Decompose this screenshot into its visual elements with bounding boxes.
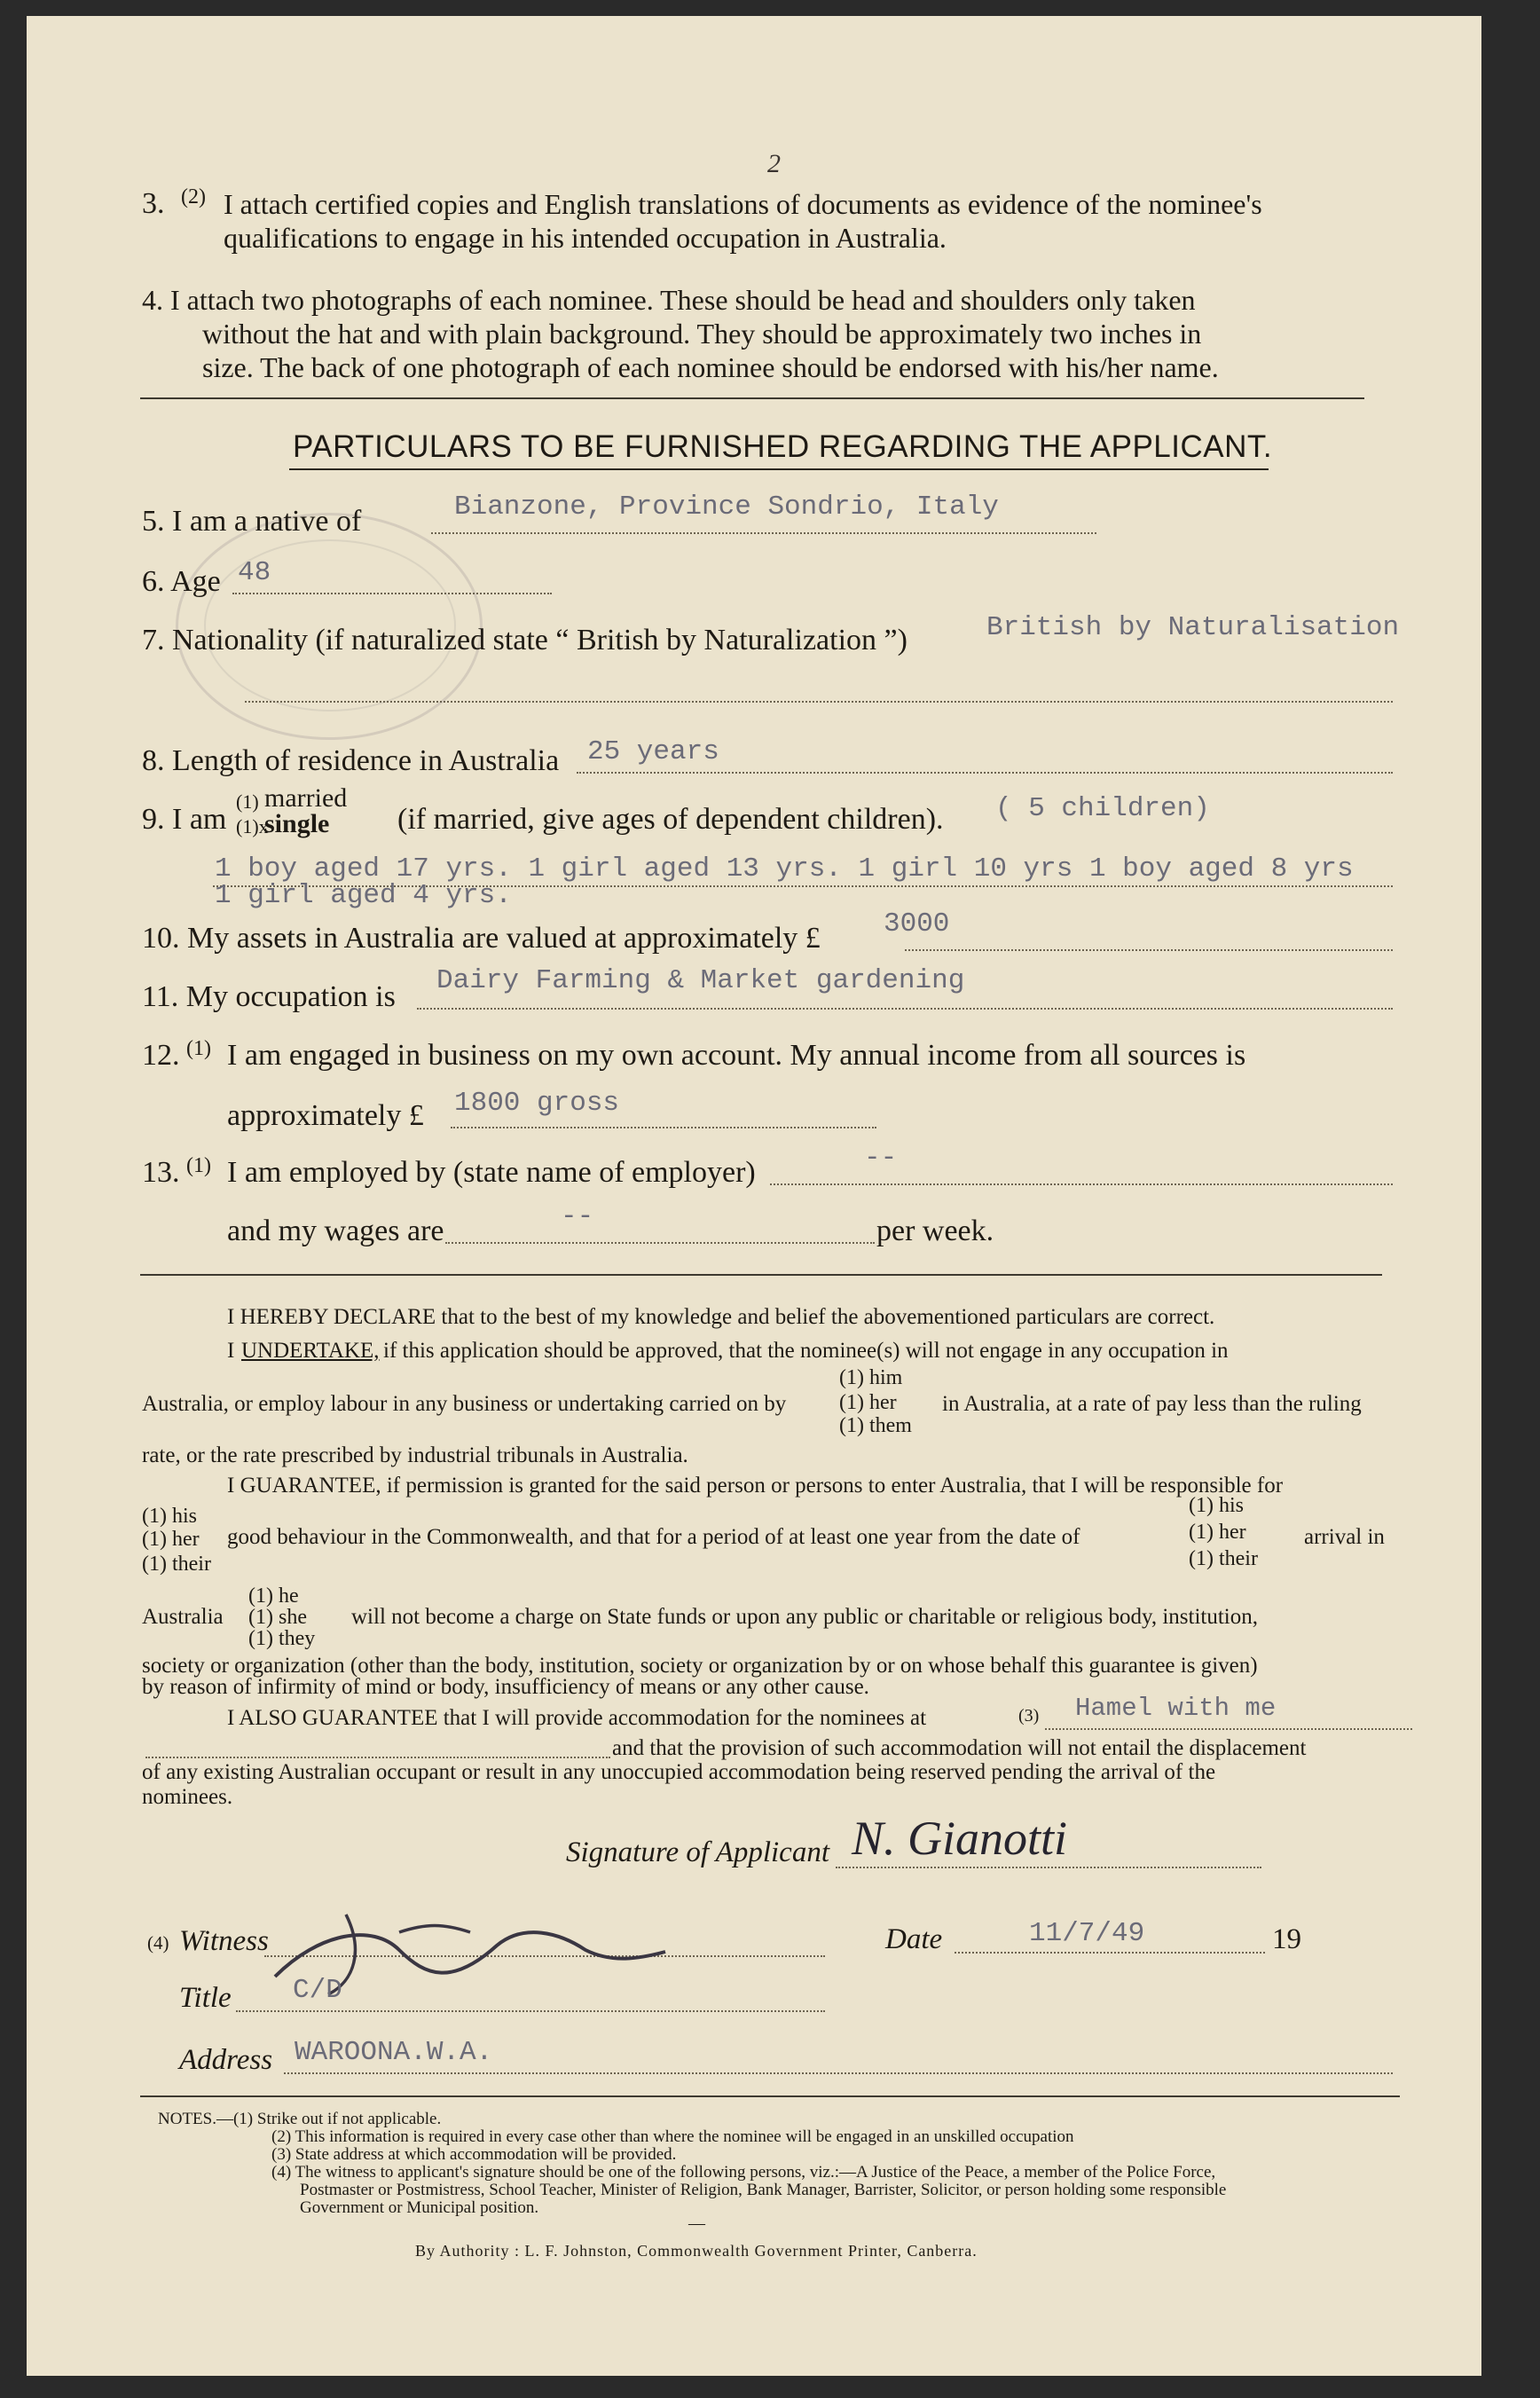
good-behaviour-line: good behaviour in the Commonwealth, and that for a period of at least one year from the date of bbox=[227, 1525, 1080, 1549]
q13-note: (1) bbox=[186, 1154, 211, 1177]
item3-line2: qualifications to engage in his intended occupation in Australia. bbox=[224, 222, 947, 254]
note-3: (3) State address at which accommodation will be provided. bbox=[271, 2145, 677, 2164]
q7-value: British by Naturalisation bbox=[986, 612, 1400, 643]
date-value: 11/7/49 bbox=[1029, 1918, 1145, 1949]
also-guarantee-label: I ALSO GUARANTEE that I will provide accommodation for the nominees at bbox=[227, 1706, 927, 1730]
declare-line: I HEREBY DECLARE that to the best of my knowledge and belief the abovementioned particulars are correct. bbox=[227, 1305, 1215, 1329]
also-guarantee-note: (3) bbox=[1018, 1706, 1040, 1726]
q8-line bbox=[577, 772, 1393, 774]
q6-label: 6. Age bbox=[142, 565, 221, 598]
q9-children-line2: 1 girl aged 4 yrs. bbox=[215, 880, 512, 911]
signature-label: Signature of Applicant bbox=[566, 1836, 829, 1868]
infirmity-line: by reason of infirmity of mind or body, insufficiency of means or any other cause. bbox=[142, 1675, 869, 1699]
pronoun-his-right: (1) his bbox=[1189, 1494, 1244, 1517]
q13-number: 13. bbox=[142, 1156, 180, 1189]
q9-note-single: (1)x bbox=[236, 815, 269, 837]
item4-line1: 4. I attach two photographs of each nominee. These should be head and shoulders only taken bbox=[142, 284, 1196, 316]
form-page bbox=[27, 16, 1481, 2376]
australia-post: in Australia, at a rate of pay less than the ruling bbox=[942, 1392, 1362, 1416]
item3-line1: I attach certified copies and English translations of documents as evidence of the nominee's bbox=[224, 188, 1262, 220]
title-value: C/D bbox=[293, 1975, 342, 2006]
undertake-pre: I bbox=[227, 1339, 235, 1363]
q6-value: 48 bbox=[238, 557, 271, 588]
pronoun-he: (1) he bbox=[248, 1584, 299, 1608]
heading-underline bbox=[289, 468, 1269, 470]
q12-value: 1800 gross bbox=[454, 1088, 620, 1119]
q7-label: 7. Nationality (if naturalized state “ British by Naturalization ”) bbox=[142, 624, 908, 657]
date-label: Date bbox=[885, 1923, 943, 1955]
title-line bbox=[236, 2010, 825, 2012]
q11-line bbox=[417, 1008, 1393, 1010]
item4-line3: size. The back of one photograph of each nominee should be endorsed with his/her name. bbox=[202, 351, 1219, 383]
pronoun-she: (1) she bbox=[248, 1606, 307, 1629]
q11-label: 11. My occupation is bbox=[142, 980, 396, 1013]
date-year-prefix: 19 bbox=[1272, 1923, 1301, 1955]
signature-value: N. Gianotti bbox=[852, 1812, 1068, 1865]
q11-value: Dairy Farming & Market gardening bbox=[436, 965, 965, 996]
pronoun-their-left: (1) their bbox=[142, 1553, 211, 1576]
q5-value: Bianzone, Province Sondrio, Italy bbox=[454, 491, 999, 523]
pronoun-her: (1) her bbox=[839, 1391, 897, 1414]
q9-label-post: (if married, give ages of dependent children). bbox=[397, 803, 944, 836]
item3-number: 3. bbox=[142, 187, 165, 220]
pronoun-him: (1) him bbox=[839, 1366, 903, 1389]
page-number: 2 bbox=[767, 149, 781, 178]
q12-number: 12. bbox=[142, 1039, 180, 1072]
pronoun-them: (1) them bbox=[839, 1414, 912, 1437]
declaration-divider bbox=[140, 1274, 1382, 1276]
guarantee-line: I GUARANTEE, if permission is granted for the said person or persons to enter Australia, that I will be responsible for bbox=[227, 1474, 1284, 1498]
q10-line bbox=[905, 949, 1393, 951]
society-line: society or organization (other than the body, institution, society or organization by or on whose behalf this guarantee is given) bbox=[142, 1654, 1258, 1678]
arrival-in: arrival in bbox=[1304, 1525, 1385, 1549]
note-4a: (4) The witness to applicant's signature should be one of the following persons, viz.:—A Justice of the Peace, a member of the Police Force, bbox=[271, 2163, 1216, 2182]
printer-line: By Authority : L. F. Johnston, Commonwealth Government Printer, Canberra. bbox=[415, 2242, 978, 2260]
section-heading: PARTICULARS TO BE FURNISHED REGARDING THE APPLICANT. bbox=[293, 429, 1273, 464]
pronoun-they: (1) they bbox=[248, 1627, 316, 1650]
q12-label: I am engaged in business on my own account. My annual income from all sources is bbox=[227, 1039, 1246, 1072]
accommodation-line bbox=[1045, 1728, 1412, 1730]
q5-label: 5. I am a native of bbox=[142, 505, 362, 538]
rate-line: rate, or the rate prescribed by industrial tribunals in Australia. bbox=[142, 1443, 688, 1467]
q9-married: married bbox=[264, 783, 348, 813]
q13-employer-line bbox=[770, 1183, 1393, 1185]
q8-value: 25 years bbox=[587, 736, 719, 767]
q12-line bbox=[451, 1127, 876, 1128]
q12-approx-label: approximately £ bbox=[227, 1099, 424, 1132]
address-label: Address bbox=[179, 2044, 273, 2076]
q9-children-count: ( 5 children) bbox=[995, 793, 1210, 824]
notes-divider bbox=[140, 2095, 1400, 2097]
australia-pre: Australia, or employ labour in any business or undertaking carried on by bbox=[142, 1392, 787, 1416]
q5-line bbox=[431, 532, 1096, 534]
witness-label: Witness bbox=[179, 1925, 269, 1957]
pronoun-her-left: (1) her bbox=[142, 1528, 200, 1551]
australia-word: Australia bbox=[142, 1605, 224, 1629]
note-4b: Postmaster or Postmistress, School Teacher, Minister of Religion, Bank Manager, Barrister, Solicitor, or person holding some responsible bbox=[300, 2181, 1227, 2199]
charge-line: will not become a charge on State funds or upon any public or charitable or religious body, institution, bbox=[351, 1605, 1258, 1629]
q9-single: single bbox=[264, 809, 330, 838]
q13-label: I am employed by (state name of employer) bbox=[227, 1156, 756, 1189]
q10-label: 10. My assets in Australia are valued at approximately £ bbox=[142, 922, 821, 955]
pronoun-her-right: (1) her bbox=[1189, 1521, 1246, 1544]
q9-label-pre: 9. I am bbox=[142, 803, 227, 836]
date-line bbox=[955, 1952, 1265, 1954]
q13-wages: -- bbox=[561, 1201, 594, 1232]
pronoun-his-left: (1) his bbox=[142, 1505, 197, 1528]
q9-note-married: (1) bbox=[236, 790, 259, 813]
q7-line2 bbox=[245, 701, 1393, 703]
q13-wages-line bbox=[445, 1242, 875, 1244]
address-value: WAROONA.W.A. bbox=[295, 2037, 493, 2068]
q13-per-week: per week. bbox=[876, 1215, 994, 1247]
title-label: Title bbox=[179, 1982, 232, 2014]
undertake-rest: if this application should be approved, that the nominee(s) will not engage in any occupation in bbox=[383, 1339, 1229, 1363]
accommodation-line2 bbox=[145, 1757, 610, 1758]
note-1: NOTES.—(1) Strike out if not applicable. bbox=[158, 2110, 442, 2128]
existing-line: of any existing Australian occupant or result in any unoccupied accommodation being reserved pending the arrival of the bbox=[142, 1760, 1216, 1784]
displacement-line: and that the provision of such accommodation will not entail the displacement bbox=[612, 1736, 1307, 1760]
q12-note: (1) bbox=[186, 1037, 211, 1060]
item3-note: (2) bbox=[181, 185, 206, 208]
nominees-word: nominees. bbox=[142, 1785, 233, 1809]
note-2: (2) This information is required in every case other than where the nominee will be engaged in an unskilled occupation bbox=[271, 2127, 1074, 2146]
q6-line bbox=[232, 593, 552, 594]
q13-wages-label: and my wages are bbox=[227, 1215, 444, 1247]
q9-children-line1: 1 boy aged 17 yrs. 1 girl aged 13 yrs. 1 girl 10 yrs 1 boy aged 8 yrs bbox=[215, 853, 1354, 885]
undertake-word: UNDERTAKE, bbox=[241, 1339, 380, 1363]
note-4c: Government or Municipal position. bbox=[300, 2198, 539, 2217]
section-divider bbox=[140, 397, 1364, 399]
q10-value: 3000 bbox=[884, 908, 950, 940]
q13-employer: -- bbox=[864, 1143, 898, 1174]
accommodation-value: Hamel with me bbox=[1075, 1694, 1277, 1723]
signature-line bbox=[836, 1867, 1261, 1868]
witness-note: (4) bbox=[147, 1932, 169, 1954]
address-line bbox=[284, 2072, 1393, 2074]
item4-line2: without the hat and with plain background. They should be approximately two inches in bbox=[202, 318, 1202, 350]
pronoun-their-right: (1) their bbox=[1189, 1547, 1258, 1570]
note-dash: — bbox=[688, 2214, 705, 2233]
q8-label: 8. Length of residence in Australia bbox=[142, 744, 560, 777]
